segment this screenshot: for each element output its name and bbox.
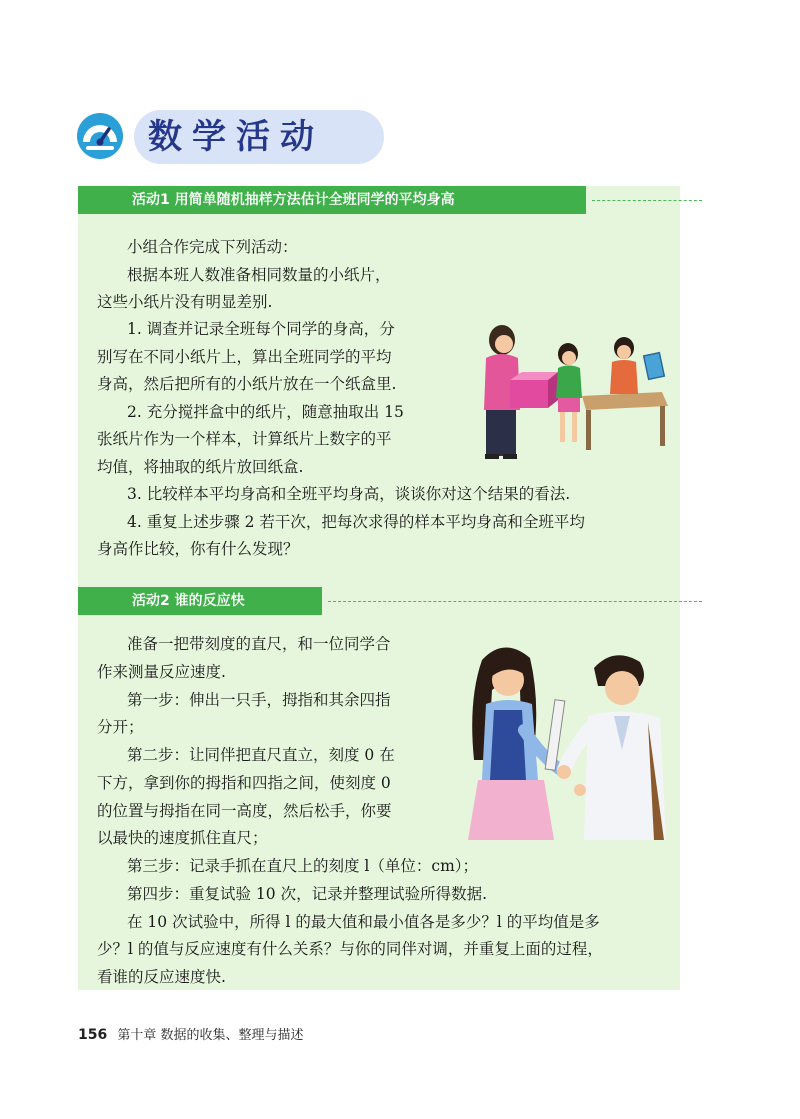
activity1-line: 2. 充分搅拌盒中的纸片，随意抽取出 15: [127, 403, 404, 421]
activity1-line: 别写在不同小纸片上，算出全班同学的平均: [97, 348, 392, 366]
section-title-block: [76, 110, 406, 164]
activity1-line: 4. 重复上述步骤 2 若干次，把每次求得的样本平均身高和全班平均: [127, 513, 585, 531]
activity2-line: 准备一把带刻度的直尺，和一位同学合: [127, 635, 391, 653]
activity2-line: 看谁的反应速度快.: [97, 968, 226, 986]
activity1-tag: 活动1 用简单随机抽样方法估计全班同学的平均身高: [78, 186, 586, 214]
activity1-line: 根据本班人数准备相同数量的小纸片，: [127, 266, 391, 284]
activity1-line: 身高，然后把所有的小纸片放在一个纸盒里.: [97, 375, 397, 393]
activity2-dashed-divider: [328, 601, 702, 602]
activity2-line: 的位置与拇指在同一高度，然后松手，你要: [97, 802, 392, 820]
page-number: 156: [78, 1027, 108, 1043]
activity2-line: 在 10 次试验中，所得 l 的最大值和最小值各是多少？l 的平均值是多: [127, 913, 600, 931]
page-footer: [78, 1024, 304, 1043]
activity2-line: 第三步：记录手抓在直尺上的刻度 l（单位：cm）；: [127, 857, 479, 875]
activity2-line: 以最快的速度抓住直尺；: [97, 829, 268, 847]
activity1-line: 小组合作完成下列活动：: [127, 238, 298, 256]
activity1-line: 3. 比较样本平均身高和全班平均身高，谈谈你对这个结果的看法.: [127, 485, 571, 503]
activity2-line: 作来测量反应速度.: [97, 663, 226, 681]
activity1-line: 身高作比较，你有什么发现？: [97, 540, 299, 558]
activity2-line: 第一步：伸出一只手，拇指和其余四指: [127, 691, 391, 709]
chapter-title: 第十章 数据的收集、整理与描述: [117, 1028, 304, 1043]
ruler-reaction-test-illustration: [464, 640, 674, 850]
activity1-line: 张纸片作为一个样本，计算纸片上数字的平: [97, 430, 392, 448]
students-drawing-slips-illustration: [472, 318, 672, 478]
activity2-line: 少？l 的值与反应速度有什么关系？与你的同伴对调，并重复上面的过程，: [97, 940, 603, 958]
activity1-line: 均值，将抽取的纸片放回纸盒.: [97, 458, 304, 476]
activity2-line: 分开；: [97, 718, 144, 736]
activity2-line: 下方，拿到你的拇指和四指之间，使刻度 0: [97, 774, 391, 792]
activity1-line: 这些小纸片没有明显差别.: [97, 293, 273, 311]
activity1-line: 1. 调查并记录全班每个同学的身高，分: [127, 320, 395, 338]
activity2-line: 第四步：重复试验 10 次，记录并整理试验所得数据.: [127, 885, 488, 903]
math-activity-logo-icon: [76, 112, 124, 160]
page-title: 数学活动: [148, 117, 324, 157]
activity2-line: 第二步：让同伴把直尺直立，刻度 0 在: [127, 746, 395, 764]
activity2-tag: 活动2 谁的反应快: [78, 587, 322, 615]
activity1-dashed-divider: [592, 200, 702, 201]
